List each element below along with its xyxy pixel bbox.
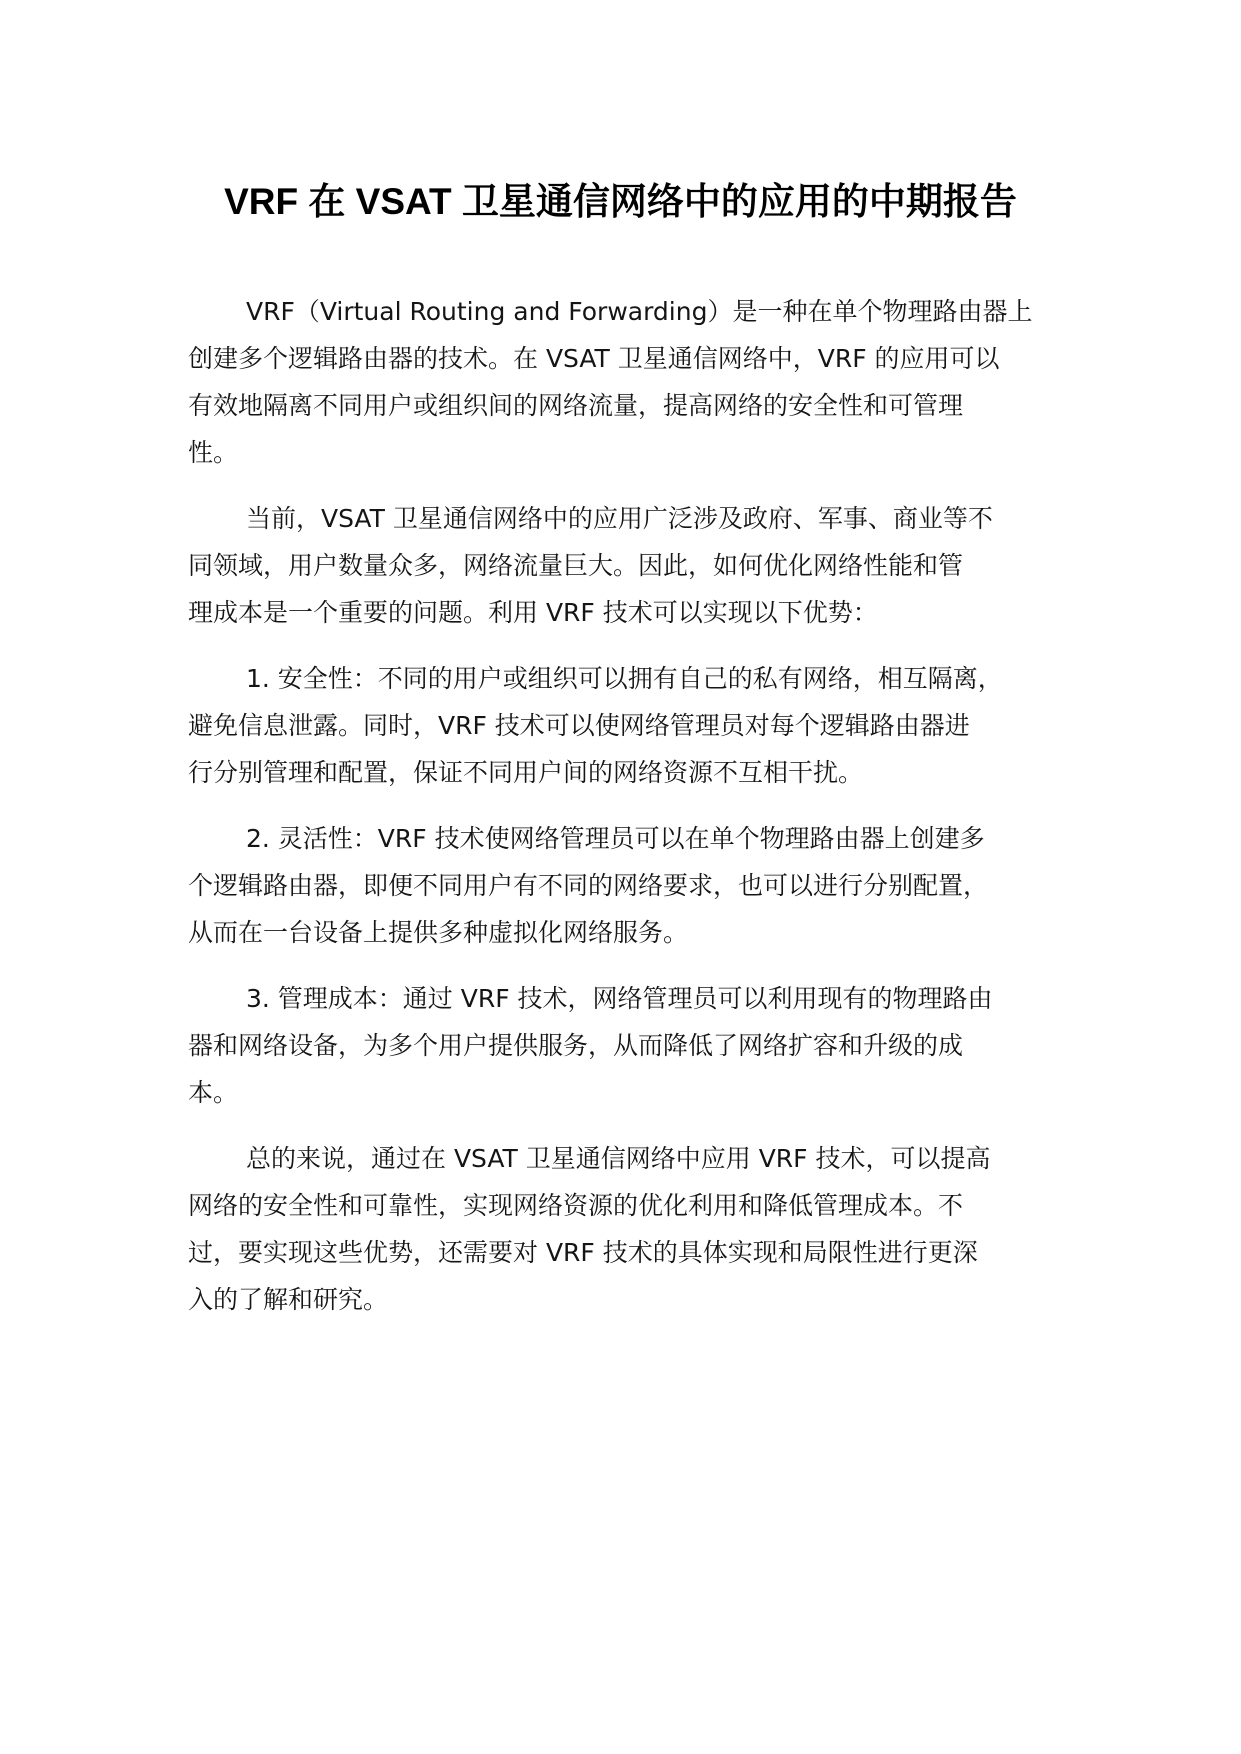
- paragraph-line: 入的了解和研究。: [188, 1285, 389, 1314]
- paragraph-line: 3. 管理成本：通过 VRF 技术，网络管理员可以利用现有的物理路由: [246, 984, 993, 1013]
- paragraph-line: 行分别管理和配置，保证不同用户间的网络资源不互相干扰。: [188, 758, 864, 787]
- paragraph-line: 1. 安全性：不同的用户或组织可以拥有自己的私有网络，相互隔离，: [246, 664, 1003, 693]
- paragraph-line: 过，要实现这些优势，还需要对 VRF 技术的具体实现和局限性进行更深: [188, 1238, 978, 1267]
- paragraph-line: 有效地隔离不同用户或组织间的网络流量，提高网络的安全性和可管理: [188, 391, 964, 420]
- paragraph-line: 理成本是一个重要的问题。利用 VRF 技术可以实现以下优势：: [188, 598, 878, 627]
- paragraph-line: 本。: [188, 1078, 239, 1107]
- paragraph-line: VRF（Virtual Routing and Forwarding）是一种在单个物理路由器上: [246, 297, 1033, 326]
- paragraph-flexibility: [188, 815, 1088, 956]
- paragraph-current-situation: [188, 495, 1088, 636]
- paragraph-line: 个逻辑路由器，即便不同用户有不同的网络要求，也可以进行分别配置，: [188, 871, 989, 900]
- paragraph-conclusion: [188, 1135, 1088, 1323]
- paragraph-line: 当前，VSAT 卫星通信网络中的应用广泛涉及政府、军事、商业等不: [246, 504, 993, 533]
- paragraph-security: [188, 655, 1088, 796]
- paragraph-management-cost: [188, 975, 1088, 1116]
- paragraph-line: 性。: [188, 438, 239, 467]
- paragraph-line: 同领域，用户数量众多，网络流量巨大。因此，如何优化网络性能和管: [188, 551, 964, 580]
- paragraph-line: 从而在一台设备上提供多种虚拟化网络服务。: [188, 918, 689, 947]
- paragraph-line: 网络的安全性和可靠性，实现网络资源的优化利用和降低管理成本。不: [188, 1191, 964, 1220]
- paragraph-line: 器和网络设备，为多个用户提供服务，从而降低了网络扩容和升级的成: [188, 1031, 964, 1060]
- paragraph-intro: [188, 288, 1088, 476]
- paragraph-line: 2. 灵活性：VRF 技术使网络管理员可以在单个物理路由器上创建多: [246, 824, 985, 853]
- paragraph-line: 避免信息泄露。同时，VRF 技术可以使网络管理员对每个逻辑路由器进: [188, 711, 970, 740]
- paragraph-line: 创建多个逻辑路由器的技术。在 VSAT 卫星通信网络中，VRF 的应用可以: [188, 344, 1000, 373]
- paragraph-line: 总的来说，通过在 VSAT 卫星通信网络中应用 VRF 技术，可以提高: [246, 1144, 991, 1173]
- document-body: [188, 288, 1088, 1342]
- document-title: VRF 在 VSAT 卫星通信网络中的应用的中期报告: [224, 181, 1017, 222]
